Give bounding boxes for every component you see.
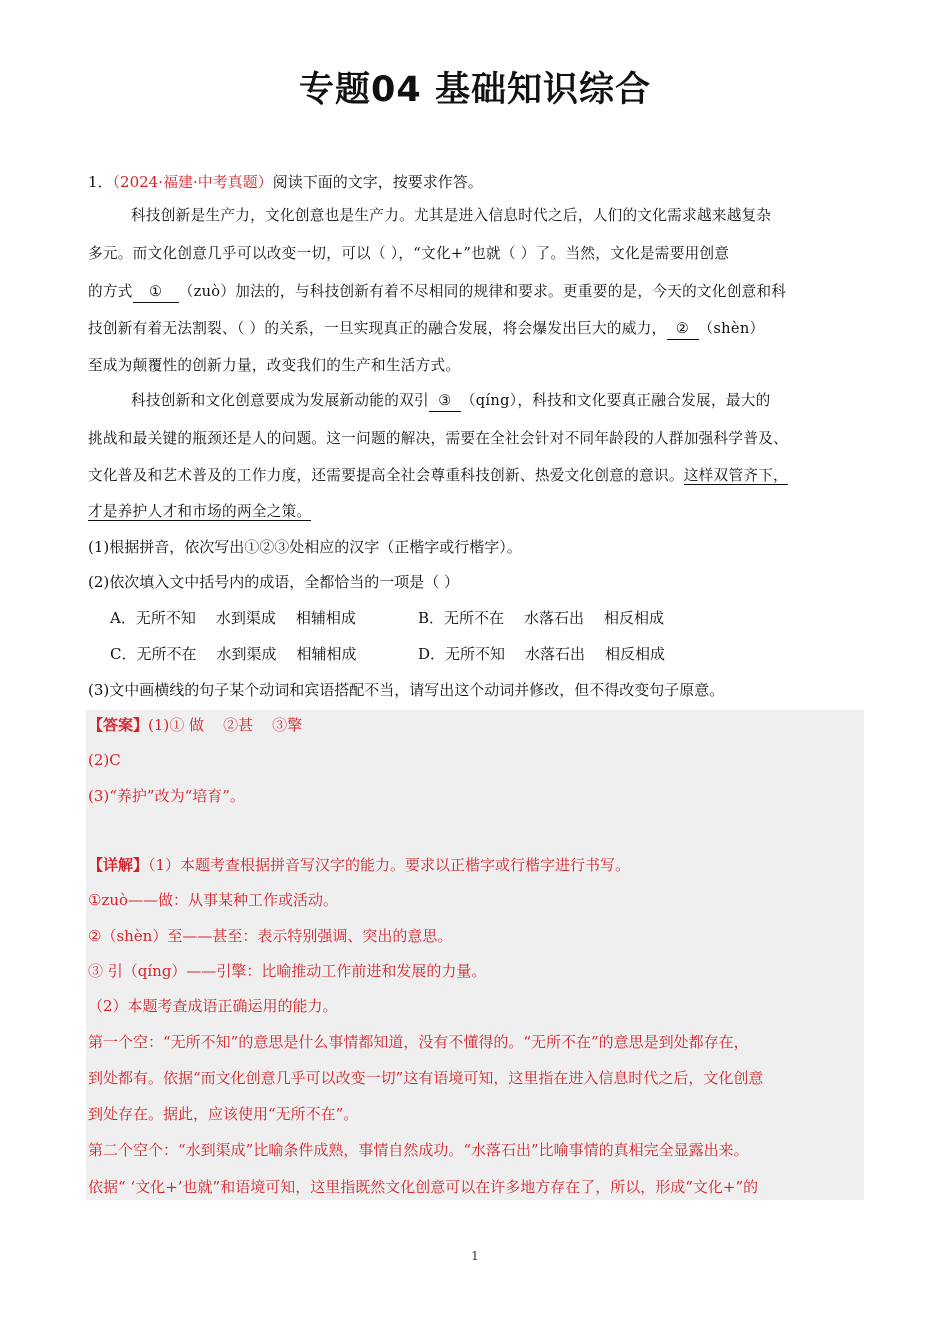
option-text: B．无所不在 (418, 609, 505, 627)
passage-text: 文化普及和艺术普及的工作力度，还需要提高全社会尊重科技创新、热爱文化创意的意识。 (88, 467, 684, 484)
option-text: C．无所不在 (110, 645, 197, 663)
option-text: A．无所不知 (110, 609, 196, 627)
detail-9: 第二个空个：“水到渠成”比喻条件成熟，事情自然成功。“水落石出”比喻事情的真相完全显露出来。 (88, 1141, 749, 1159)
passage-p1-line3 (88, 282, 786, 303)
passage-text: 的方式 (88, 283, 133, 300)
passage-p1-line5: 至成为颠覆性的创新力量，改变我们的生产和生活方式。 (88, 357, 461, 374)
passage-text: （zuò）加法的，与科技创新有着不尽相同的规律和要求。更重要的是，今天的文化创意和科 (178, 283, 787, 300)
answer-head: 【答案】 (88, 716, 149, 734)
option-b (418, 608, 664, 628)
option-text: 水到渠成 (216, 645, 277, 663)
detail-5: （2）本题考查成语正确运用的能力。 (88, 997, 338, 1015)
sub-question-2: (2)依次填入文中括号内的成语，全都恰当的一项是（ ） (88, 573, 460, 591)
passage-p2-line2: 挑战和最关键的瓶颈还是人的问题。这一问题的解决，需要在全社会针对不同年龄段的人群加强科学普及、 (88, 430, 789, 447)
passage-text: 科技创新和文化创意要成为发展新动能的双引 (131, 392, 429, 409)
question-instruction: 阅读下面的文字，按要求作答。 (272, 173, 483, 191)
blank-1: ① (133, 282, 179, 303)
underlined-sentence: 才是养护人才和市场的两全之策。 (88, 503, 312, 520)
blank-2: ② (667, 319, 699, 340)
passage-p1-line4 (88, 319, 764, 340)
question-header (88, 172, 483, 192)
detail-line-1 (88, 855, 630, 875)
answer-2: (2)C (88, 751, 121, 769)
option-text: 相辅相成 (295, 609, 356, 627)
option-text: 水落石出 (524, 609, 585, 627)
detail-head: 【详解】 (88, 856, 149, 874)
answer-background (86, 710, 864, 1200)
answer-line-1 (88, 715, 302, 735)
page-number: 1 (471, 1249, 479, 1263)
option-text: 水到渠成 (215, 609, 276, 627)
answer-1: (1)① 做 ②甚 ③擎 (148, 716, 303, 734)
option-text: 水落石出 (525, 645, 586, 663)
passage-p1-line1: 科技创新是生产力，文化创意也是生产力。尤其是进入信息时代之后，人们的文化需求越来越复杂 (131, 207, 772, 224)
blank-3: ③ (429, 391, 461, 412)
sub-question-3: (3)文中画横线的句子某个动词和宾语搭配不当，请写出这个动词并修改，但不得改变句子原意。 (88, 681, 725, 699)
option-d (418, 644, 665, 664)
passage-text: （shèn） (698, 320, 765, 337)
detail-2: ①zuò——做：从事某种工作或活动。 (88, 891, 339, 909)
option-text: 相反相成 (604, 609, 665, 627)
sub-question-1: (1)根据拼音，依次写出①②③处相应的汉字（正楷字或行楷字）。 (88, 538, 522, 556)
detail-3: ②（shèn）至——甚至：表示特别强调、突出的意思。 (88, 927, 453, 945)
passage-p2-line1 (131, 391, 771, 412)
option-text: 相反相成 (605, 645, 666, 663)
passage-p2-line3 (88, 466, 788, 486)
detail-4: ③ 引（qíng）——引擎：比喻推动工作前进和发展的力量。 (88, 962, 487, 980)
option-text: D．无所不知 (418, 645, 506, 663)
detail-6: 第一个空：“无所不知”的意思是什么事情都知道，没有不懂得的。“无所不在”的意思是到处都存在， (88, 1033, 749, 1051)
passage-p1-line2: 多元。而文化创意几乎可以改变一切，可以（ ），“文化+”也就（ ）了。当然，文化是需要用创意 (88, 245, 730, 262)
option-c (110, 644, 357, 664)
detail-8: 到处存在。据此，应该使用“无所不在”。 (88, 1105, 359, 1123)
passage-text: （qíng），科技和文化要真正融合发展，最大的 (460, 392, 771, 409)
option-a (110, 608, 356, 628)
detail-1: （1）本题考查根据拼音写汉字的能力。要求以正楷字或行楷字进行书写。 (148, 856, 631, 874)
underlined-sentence: 这样双管齐下， (683, 467, 789, 484)
passage-p2-line4 (88, 502, 311, 522)
option-text: 相辅相成 (296, 645, 357, 663)
page-title: 专题04 基础知识综合 (299, 70, 651, 110)
question-number: 1． (88, 173, 113, 191)
detail-7: 到处都有。依据“而文化创意几乎可以改变一切”这有语境可知，这里指在进入信息时代之后，文化创意 (88, 1069, 764, 1087)
detail-10: 依据“ ‘文化+’也就”和语境可知，这里指既然文化创意可以在许多地方存在了，所以，形成“文化+”的 (88, 1178, 759, 1196)
answer-3: (3)“养护”改为“培育”。 (88, 787, 245, 805)
question-source: （2024·福建·中考真题） (112, 173, 273, 191)
passage-text: 技创新有着无法割裂、（ ）的关系，一旦实现真正的融合发展，将会爆发出巨大的威力， (88, 320, 667, 337)
